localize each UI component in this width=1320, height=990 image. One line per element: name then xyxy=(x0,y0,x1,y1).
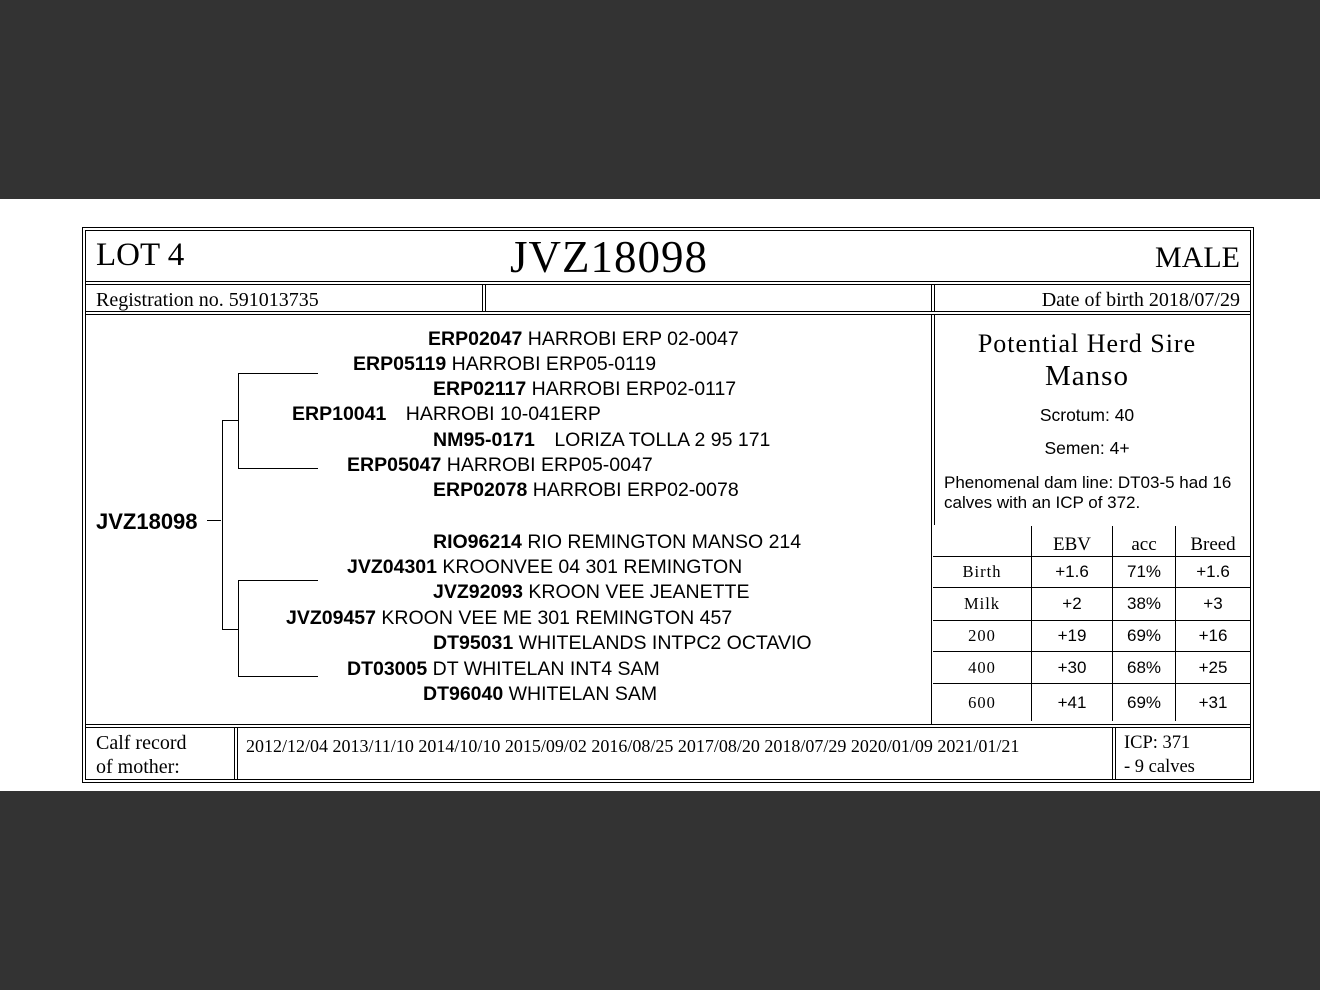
ebv-breed: +31 xyxy=(1176,684,1251,722)
icp-summary xyxy=(1124,731,1195,779)
divider xyxy=(86,727,1250,728)
animal-name: HARROBI ERP02-0117 xyxy=(531,378,737,400)
pedigree-sire xyxy=(292,403,601,426)
animal-id: ERP02078 xyxy=(433,479,528,501)
ebv-row-label: 400 xyxy=(933,652,1032,684)
pedigree-dam-dam xyxy=(347,658,660,681)
divider xyxy=(86,314,1250,315)
animal-name: RIO REMINGTON MANSO 214 xyxy=(527,531,802,553)
ebv-breed: +16 xyxy=(1176,621,1251,652)
pedigree-sire-dam xyxy=(347,454,653,477)
icp-value: ICP: 371 xyxy=(1124,733,1191,753)
pedigree-sire-sire xyxy=(353,353,656,376)
pedigree-sire-dam-dam xyxy=(433,479,739,502)
animal-name: KROON VEE ME 301 REMINGTON 457 xyxy=(381,607,733,629)
ebv-header-acc: acc xyxy=(1113,526,1176,557)
calf-count: - 9 calves xyxy=(1124,757,1195,777)
ebv-header-breed: Breed xyxy=(1176,526,1251,557)
lot-card xyxy=(82,227,1254,783)
animal-id: DT03005 xyxy=(347,658,428,680)
sex-label: MALE xyxy=(1155,241,1240,274)
animal-name: HARROBI 10-041ERP xyxy=(405,403,601,425)
animal-id: NM95-0171 xyxy=(433,429,535,451)
potential-herd-sire-title: Potential Herd Sire xyxy=(977,329,1197,358)
pedigree-connector xyxy=(222,420,223,630)
animal-name: KROON VEE JEANETTE xyxy=(528,581,750,603)
ebv-row-label: 600 xyxy=(933,684,1032,722)
calf-record-label xyxy=(96,731,187,779)
animal-id-title: JVZ18098 xyxy=(510,232,708,282)
ebv-row-600 xyxy=(933,684,1250,722)
divider xyxy=(86,284,1250,285)
pedigree-subject: JVZ18098 xyxy=(96,509,198,534)
animal-id: ERP02047 xyxy=(428,328,523,350)
animal-name: HARROBI ERP 02-0047 xyxy=(527,328,739,350)
ebv-accuracy: 71% xyxy=(1113,557,1176,588)
pedigree-dam-sire-sire xyxy=(433,531,801,554)
pedigree-connector xyxy=(238,373,318,374)
pedigree-connector xyxy=(238,373,239,468)
ebv-value: +41 xyxy=(1032,684,1113,722)
ebv-value: +19 xyxy=(1032,621,1113,652)
pedigree-connector xyxy=(207,520,221,521)
animal-id: RIO96214 xyxy=(433,531,522,553)
animal-name: HARROBI ERP05-0047 xyxy=(446,454,653,476)
animal-id: JVZ92093 xyxy=(433,581,523,603)
divider xyxy=(86,724,1250,725)
pedigree-connector xyxy=(238,468,318,469)
ebv-row-400 xyxy=(933,652,1250,684)
ebv-row-label: 200 xyxy=(933,621,1032,652)
animal-id: JVZ09457 xyxy=(286,607,376,629)
pedigree-dam xyxy=(286,607,732,630)
animal-name: LORIZA TOLLA 2 95 171 xyxy=(554,429,771,451)
ebv-accuracy: 69% xyxy=(1113,684,1176,722)
animal-name: HARROBI ERP02-0078 xyxy=(532,479,739,501)
pedigree-connector xyxy=(222,420,238,421)
semen-value: Semen: 4+ xyxy=(1044,438,1130,458)
pedigree-sire-sire-dam xyxy=(433,378,736,401)
pedigree-connector xyxy=(222,629,238,630)
ebv-breed: +1.6 xyxy=(1176,557,1251,588)
ebv-value: +2 xyxy=(1032,588,1113,621)
sire-name: Manso xyxy=(1045,360,1129,392)
ebv-table xyxy=(933,526,1250,721)
ebv-row-label: Birth xyxy=(933,557,1032,588)
divider xyxy=(934,284,935,312)
calf-record-label-line2: of mother: xyxy=(96,756,180,778)
calf-record-label-line1: Calf record xyxy=(96,732,187,754)
animal-id: DT96040 xyxy=(423,683,504,705)
animal-name: WHITELANDS INTPC2 OCTAVIO xyxy=(518,632,812,654)
scrotum-value: Scrotum: 40 xyxy=(1039,405,1135,425)
ebv-accuracy: 38% xyxy=(1113,588,1176,621)
animal-id: JVZ04301 xyxy=(347,556,437,578)
animal-id: ERP05119 xyxy=(353,353,447,375)
calf-record-dates: 2012/12/04 2013/11/10 2014/10/10 2015/09/02 2016/08/25 2017/08/20 2018/07/29 2020/01/09 2021/01/21 xyxy=(246,736,1020,756)
ebv-header-blank xyxy=(933,526,1032,557)
dam-line-note: Phenomenal dam line: DT03-5 had 16 calves with an ICP of 372. xyxy=(944,473,1232,512)
animal-id: ERP02117 xyxy=(433,378,527,400)
registration-number: Registration no. 591013735 xyxy=(96,289,319,311)
divider xyxy=(86,311,1250,312)
ebv-header-row xyxy=(933,526,1250,557)
ebv-accuracy: 69% xyxy=(1113,621,1176,652)
divider xyxy=(482,284,483,312)
divider xyxy=(86,281,1250,282)
pedigree-dam-sire-dam xyxy=(433,581,749,604)
ebv-breed: +3 xyxy=(1176,588,1251,621)
pedigree-connector xyxy=(238,580,318,581)
pedigree-sire-sire-sire xyxy=(428,328,739,351)
divider xyxy=(237,727,238,780)
ebv-value: +1.6 xyxy=(1032,557,1113,588)
ebv-breed: +25 xyxy=(1176,652,1251,684)
ebv-value: +30 xyxy=(1032,652,1113,684)
ebv-accuracy: 68% xyxy=(1113,652,1176,684)
ebv-row-label: Milk xyxy=(933,588,1032,621)
animal-name: WHITELAN SAM xyxy=(508,683,658,705)
ebv-row-milk xyxy=(933,588,1250,621)
ebv-header-ebv: EBV xyxy=(1032,526,1113,557)
divider xyxy=(485,284,486,312)
ebv-row-200 xyxy=(933,621,1250,652)
pedigree-connector xyxy=(238,676,318,677)
animal-name: DT WHITELAN INT4 SAM xyxy=(432,658,660,680)
lot-number: LOT 4 xyxy=(96,237,185,273)
page xyxy=(0,199,1320,791)
animal-id: ERP05047 xyxy=(347,454,442,476)
animal-id: DT95031 xyxy=(433,632,514,654)
divider xyxy=(931,284,932,312)
pedigree-sire-dam-sire xyxy=(433,429,770,452)
ebv-row-birth xyxy=(933,557,1250,588)
animal-name: HARROBI ERP05-0119 xyxy=(451,353,657,375)
animal-name: KROONVEE 04 301 REMINGTON xyxy=(442,556,743,578)
divider xyxy=(234,727,235,780)
date-of-birth: Date of birth 2018/07/29 xyxy=(1041,289,1240,311)
pedigree-dam-dam-sire xyxy=(433,632,812,655)
pedigree-dam-sire xyxy=(347,556,742,579)
lot-card-inner xyxy=(85,230,1251,780)
pedigree-dam-dam-dam xyxy=(423,683,657,706)
pedigree-connector xyxy=(238,580,239,676)
animal-id: ERP10041 xyxy=(292,403,387,425)
